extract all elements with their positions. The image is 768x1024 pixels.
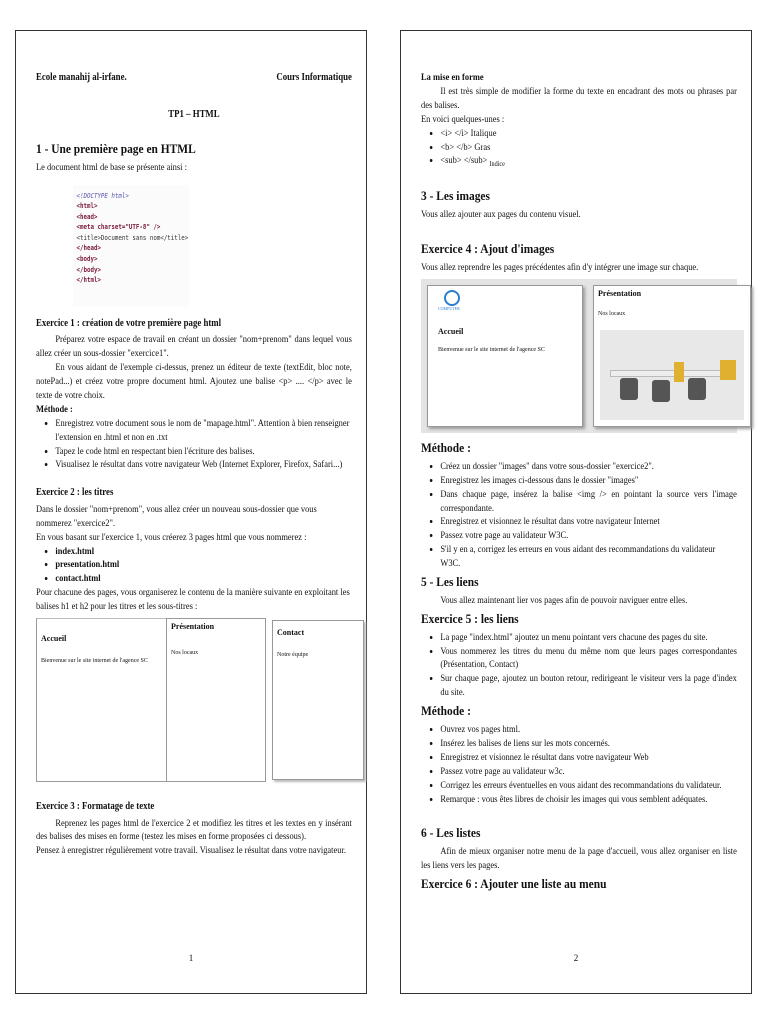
indice-label: Indice bbox=[489, 160, 505, 169]
section-6-paragraph: Afin de mieux organiser notre menu de la page d'accueil, vous allez organiser en liste les liens vers les pages. bbox=[421, 846, 737, 872]
exercise-4-steps bbox=[421, 460, 737, 571]
list-item: • Dans chaque page, insérez la balise <img /> en pointant la source vers l'image correspondante. bbox=[440, 488, 737, 516]
page-number: 2 bbox=[573, 953, 579, 963]
exercise-5-title: Exercice 5 : les liens bbox=[421, 610, 519, 626]
accueil-with-logo-screenshot: COMPUTER Accueil Bienvenue sur le site internet de l'agence SC bbox=[427, 285, 583, 427]
tp-title: TP1 – HTML bbox=[168, 108, 220, 120]
list-item: • Sur chaque page, ajoutez un bouton retour, redirigeant le visiteur vers la page d'index du site. bbox=[440, 672, 737, 700]
office-photo bbox=[600, 330, 744, 420]
list-item: • <b> </b> Gras bbox=[440, 141, 737, 155]
exercise-2-paragraph-3: Pour chacune des pages, vous organiserez le contenu de la manière suivante en exploitant les balises h1 et h2 pour les titres et les sous-titres : bbox=[36, 587, 350, 613]
list-item: • Ouvrez vos pages html. bbox=[440, 723, 737, 737]
exercise-5-items bbox=[421, 631, 737, 701]
list-item: • Vous nommerez les titres du menu du même nom que leurs pages correspondantes (Présentation, Contact) bbox=[440, 645, 737, 673]
document-page-1 bbox=[15, 30, 367, 994]
section-3-title: 3 - Les images bbox=[421, 188, 490, 204]
list-item: • Enregistrez et visionnez le résultat dans votre navigateur Internet bbox=[440, 515, 737, 529]
method-label: Méthode : bbox=[36, 403, 73, 415]
exercise-2-title: Exercice 2 : les titres bbox=[36, 487, 114, 499]
list-item: • Enregistrez les images ci-dessous dans le dossier "images" bbox=[440, 474, 737, 488]
list-item: • <i> </i> Italique bbox=[440, 127, 737, 141]
page-header bbox=[36, 71, 352, 86]
section-1-intro: Le document html de base se présente ainsi : bbox=[36, 161, 187, 173]
presentation-screenshot: Présentation Nos locaux bbox=[166, 618, 266, 782]
formatting-tags-list bbox=[421, 127, 737, 170]
course-name: Cours Informatique bbox=[276, 72, 352, 83]
formatting-title: La mise en forme bbox=[421, 72, 484, 83]
list-item: • Créez un dossier "images" dans votre sous-dossier "exercice2". bbox=[440, 460, 737, 474]
exercise-4-title: Exercice 4 : Ajout d'images bbox=[421, 241, 555, 257]
list-item: • Passez votre page au validateur W3C. bbox=[440, 529, 737, 543]
exercise-3-title: Exercice 3 : Formatage de texte bbox=[36, 801, 155, 813]
presentation-with-image-screenshot: Présentation Nos locaux bbox=[593, 285, 751, 427]
list-item: • contact.html bbox=[55, 572, 352, 586]
document-page-2 bbox=[400, 30, 752, 994]
contact-screenshot: Contact Notre équipe bbox=[272, 620, 364, 780]
image-pages-screenshot bbox=[421, 279, 737, 433]
logo-text: COMPUTER bbox=[438, 305, 460, 311]
list-item: • Tapez le code html en respectant bien l'écriture des balises. bbox=[55, 445, 352, 459]
exercise-1-paragraph-1: Préparez votre espace de travail en créant un dossier "nom+prenom" dans lequel vous allez créer un sous-dossier "exercice1". bbox=[36, 334, 352, 360]
method-label-2: Méthode : bbox=[421, 703, 471, 719]
exercise-6-title: Exercice 6 : Ajouter une liste au menu bbox=[421, 876, 607, 892]
list-item: • Visualisez le résultat dans votre navigateur Web (Internet Explorer, Firefox, Safari...) bbox=[55, 458, 352, 472]
exercise-5-steps bbox=[421, 723, 737, 806]
list-item: • Passez votre page au validateur w3c. bbox=[440, 765, 737, 779]
exercise-1-paragraph-2: En vous aidant de l'exemple ci-dessus, prenez un éditeur de texte (textEdit, bloc note, notePad...) et créez votre propre document html. Ajoutez une balise <p> .... </p> avec le texte de votre choix. bbox=[36, 362, 352, 401]
exercise-3-paragraph-2: Pensez à enregistrer régulièrement votre travail. Visualisez le résultat dans votre navigateur. bbox=[36, 845, 346, 857]
section-1-title: 1 - Une première page en HTML bbox=[36, 141, 196, 156]
list-item: • index.html bbox=[55, 545, 352, 559]
exercise-1-steps bbox=[36, 417, 352, 473]
formatting-paragraph: Il est très simple de modifier la forme du texte en encadrant des mots ou phrases par des balises. bbox=[421, 85, 737, 111]
exercise-1-title: Exercice 1 : création de votre première page html bbox=[36, 317, 222, 329]
list-item: • La page "index.html" ajoutez un menu pointant vers chacune des pages du site. bbox=[440, 631, 737, 645]
section-6-title: 6 - Les listes bbox=[421, 825, 481, 841]
exercise-2-paragraph-2: En vous basant sur l'exercice 1, vous créerez 3 pages html que vous nommerez : bbox=[36, 531, 307, 543]
exercise-3-paragraph-1: Reprenez les pages html de l'exercice 2 et modifiez les titres et les textes en y insérant des balises des mises en forme (testez les mises en forme proposées ci dessous). bbox=[36, 817, 352, 843]
section-3-paragraph: Vous allez ajouter aux pages du contenu visuel. bbox=[421, 209, 581, 221]
method-label-1: Méthode : bbox=[421, 439, 471, 455]
list-item: • Remarque : vous êtes libres de choisir les images qui vous semblent adéquates. bbox=[440, 793, 737, 807]
section-5-title: 5 - Les liens bbox=[421, 574, 479, 590]
list-item: • <sub> </sub> $_{Indice}$ bbox=[440, 154, 737, 169]
list-item: • Enregistrez et visionnez le résultat dans votre navigateur Web bbox=[440, 751, 737, 765]
list-item: • Insérez les balises de liens sur les mots concernés. bbox=[440, 737, 737, 751]
section-5-paragraph: Vous allez maintenant lier vos pages afin de pouvoir naviguer entre elles. bbox=[440, 594, 688, 606]
computer-logo-icon bbox=[444, 290, 460, 306]
page-number: 1 bbox=[188, 953, 194, 963]
school-name: Ecole manahij al-irfane. bbox=[36, 72, 127, 83]
html-code-example: <!DOCTYPE html> <html> <head> <meta charset="UTF-8" /> <title>Document sans nom</title> </head> <body> </body> </html> bbox=[73, 185, 189, 307]
page-layout-screenshots bbox=[36, 618, 352, 786]
exercise-4-paragraph: Vous allez reprendre les pages précédentes afin d'y intégrer une image sur chaque. bbox=[421, 262, 699, 274]
list-item: • presentation.html bbox=[55, 558, 352, 572]
list-item: • S'il y en a, corrigez les erreurs en vous aidant des recommandations du validateur W3C. bbox=[440, 543, 737, 571]
exercise-2-file-list bbox=[36, 545, 352, 587]
exercise-2-paragraph-1: Dans le dossier "nom+prenom", vous allez créer un nouveau sous-dossier que vous nommerez "exercice2". bbox=[36, 503, 317, 529]
accueil-screenshot: Accueil Bienvenue sur le site internet de l'agence SC bbox=[36, 618, 166, 782]
formatting-intro: En voici quelques-unes : bbox=[421, 113, 505, 125]
list-item: • Corrigez les erreurs éventuelles en vous aidant des recommandations du validateur. bbox=[440, 779, 737, 793]
list-item: • Enregistrez votre document sous le nom de "mapage.html". Attention à bien renseigner l'extension en .html et non en .txt bbox=[55, 417, 352, 445]
